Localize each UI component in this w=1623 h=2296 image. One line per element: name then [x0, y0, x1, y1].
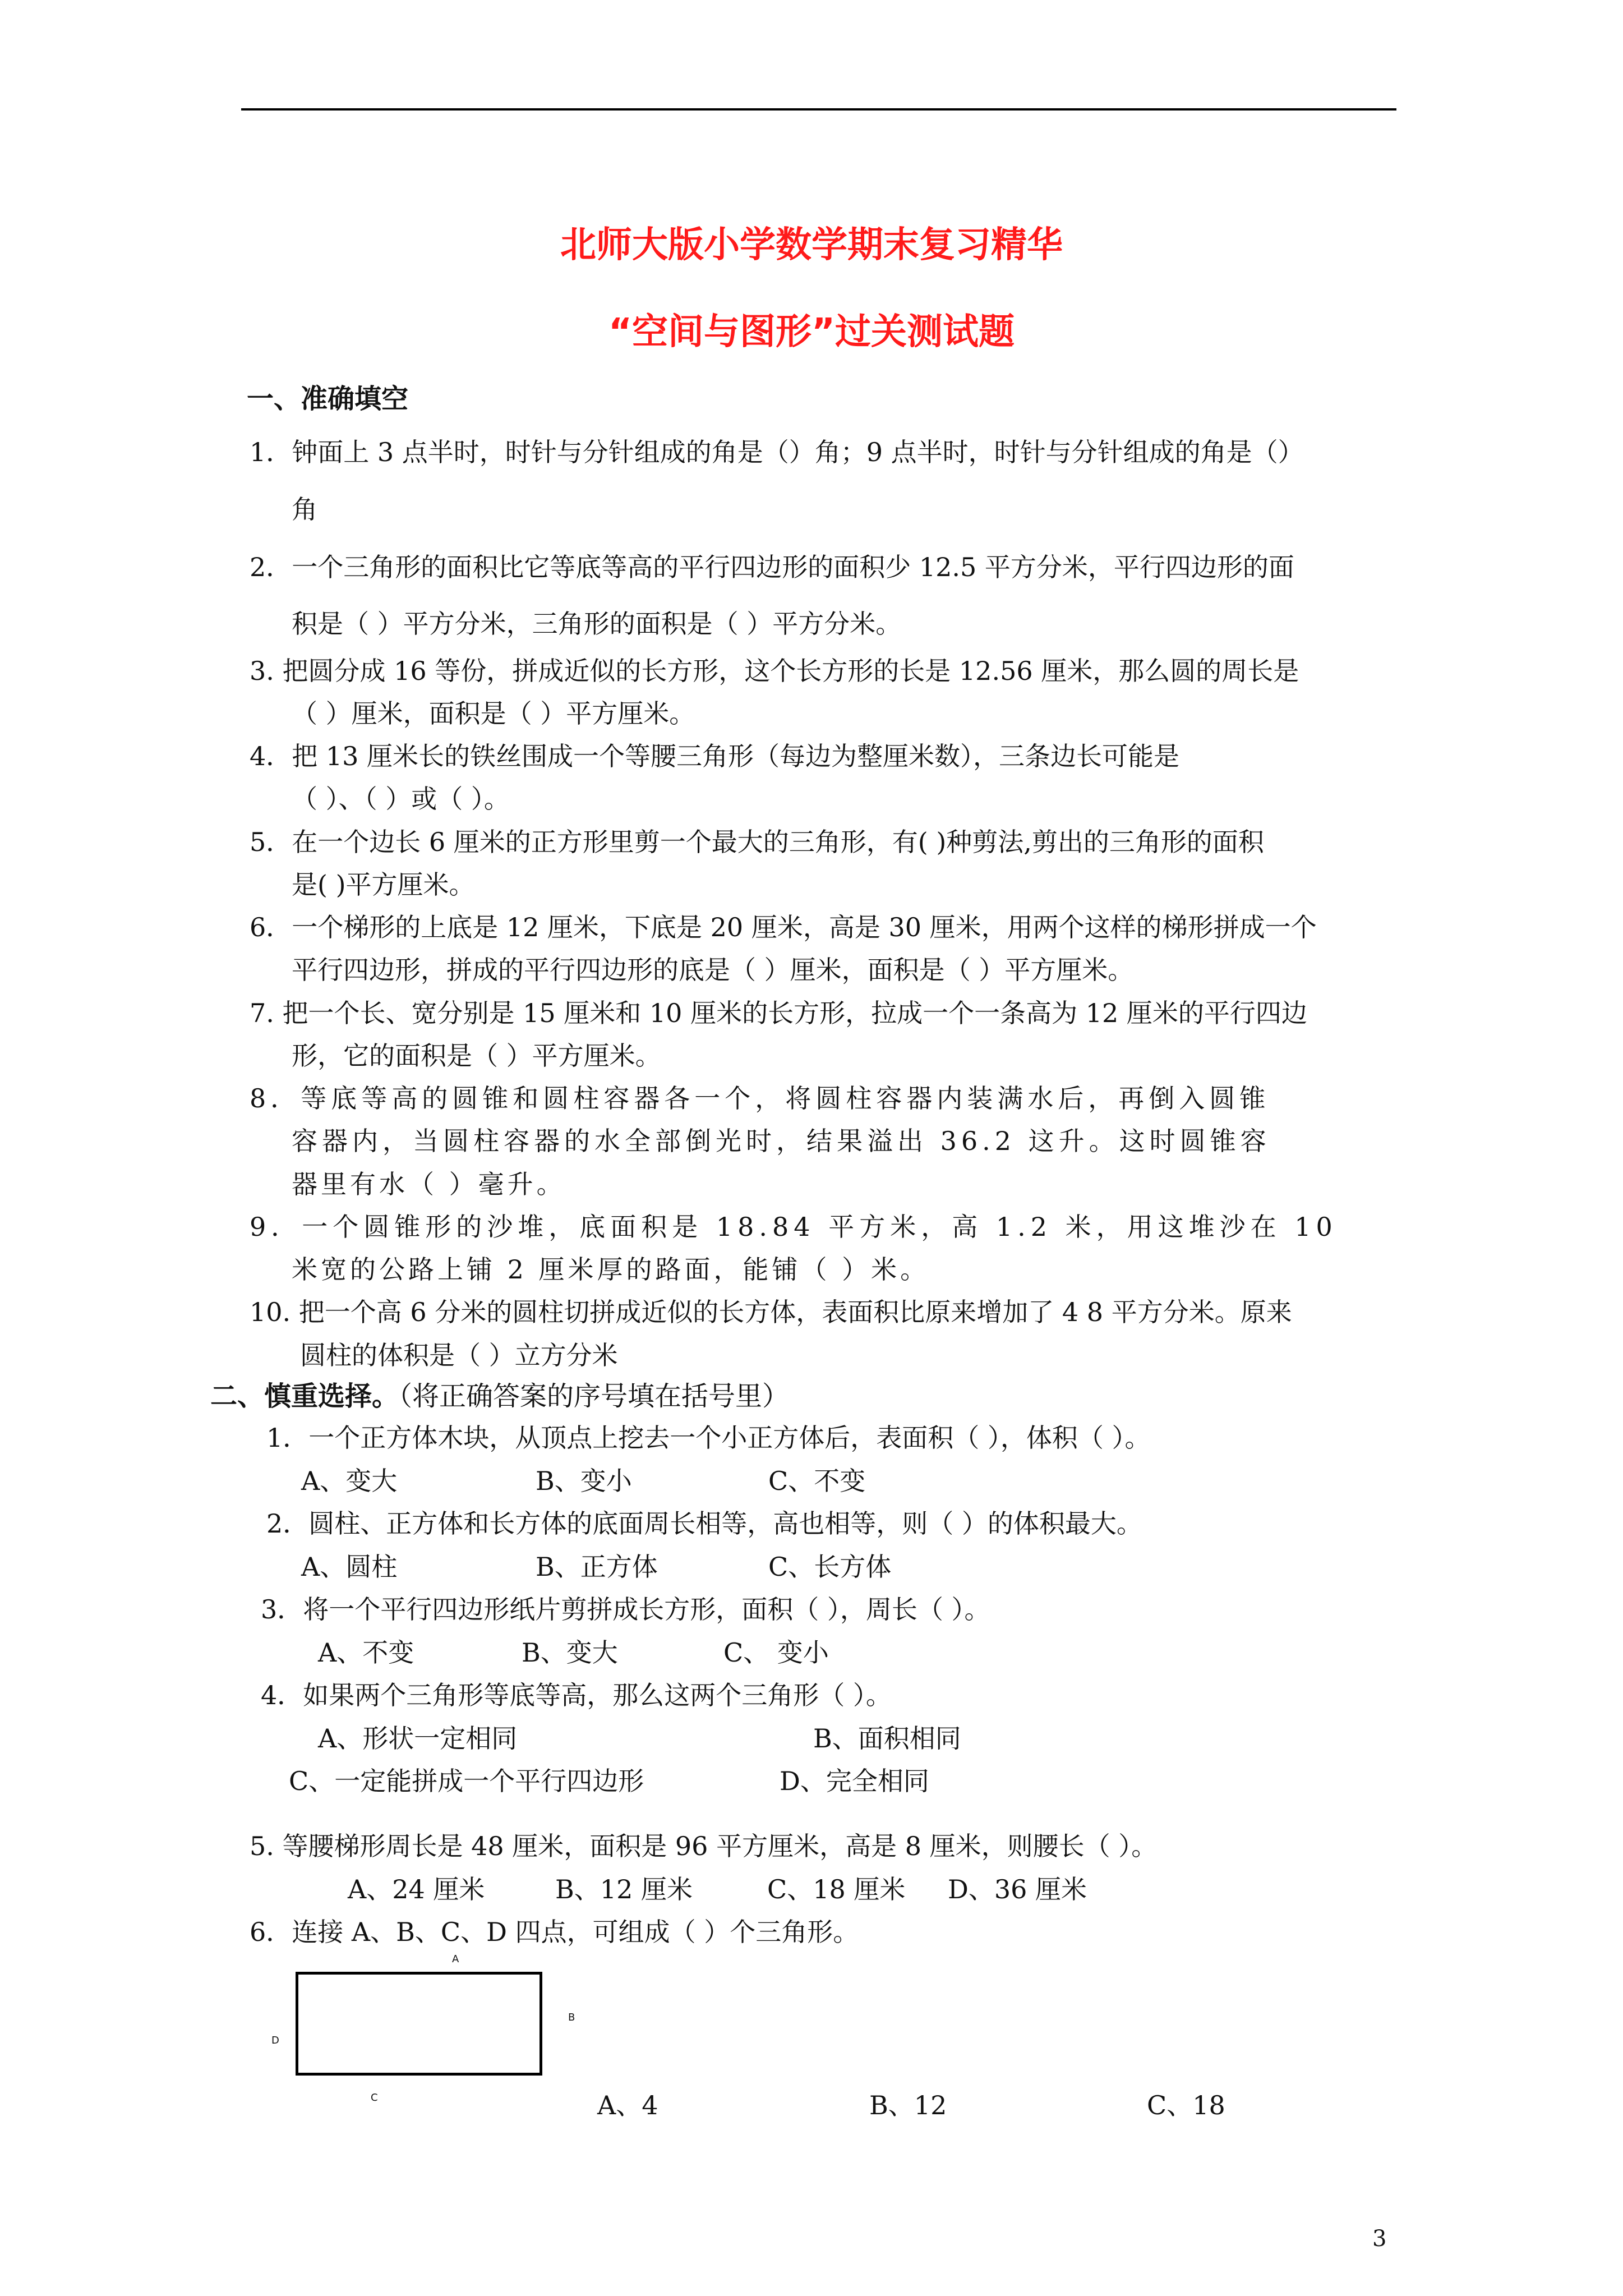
section-heading-choice [210, 1374, 789, 1413]
choice-question-5: 5. 等腰梯形周长是 48 厘米，面积是 96 平方厘米，高是 8 厘米，则腰长（ ）。 [250, 1831, 1158, 1861]
figure-label-a: A [452, 1953, 459, 1965]
page-number: 3 [1372, 2226, 1387, 2252]
choice-question-1: 1．一个正方体木块，从顶点上挖去一个小正方体后，表面积（ ），体积（ ）。 [266, 1423, 1151, 1453]
figure-label-c: C [371, 2092, 378, 2104]
header-rule [241, 108, 1396, 111]
choice-option: C、不变 [768, 1466, 866, 1496]
question-line: 圆柱的体积是（ ）立方分米 [300, 1340, 618, 1370]
choice-option: B、12 [869, 2090, 947, 2120]
question-line: 5．在一个边长 6 厘米的正方形里剪一个最大的三角形，有( )种剪法,剪出的三角形的面积 [250, 827, 1264, 857]
question-line: 是( )平方厘米。 [292, 869, 475, 900]
choice-question-3: 3．将一个平行四边形纸片剪拼成长方形，面积（ ），周长（ ）。 [261, 1594, 990, 1625]
section-heading-label: 二、慎重选择。 [210, 1381, 399, 1412]
question-line: 平行四边形，拼成的平行四边形的底是（ ）厘米，面积是（ ）平方厘米。 [292, 955, 1134, 985]
question-line: 10. 把一个高 6 分米的圆柱切拼成近似的长方体，表面积比原来增加了 4 8 平方分米。原来 [250, 1297, 1292, 1327]
section-heading-note: （将正确答案的序号填在括号里） [399, 1381, 790, 1412]
question-line: 1．钟面上 3 点半时，时针与分针组成的角是（）角；9 点半时，时针与分针组成的角是（） [250, 437, 1304, 467]
rectangle-figure [296, 1972, 542, 2076]
section-heading-fill-blank: 一、准确填空 [247, 383, 409, 415]
choice-option: A、4 [597, 2090, 658, 2120]
choice-option: D、36 厘米 [948, 1874, 1087, 1904]
choice-option: A、形状一定相同 [318, 1723, 518, 1754]
choice-option: A、不变 [318, 1637, 414, 1668]
choice-question-6: 6．连接 A、B、C、D 四点，可组成（ ）个三角形。 [250, 1917, 859, 1947]
question-line: （ ）、（ ）或（ ）。 [292, 784, 510, 814]
choice-question-4: 4．如果两个三角形等底等高，那么这两个三角形（ ）。 [261, 1680, 892, 1710]
choice-option: D、完全相同 [780, 1766, 929, 1796]
question-line: 4．把 13 厘米长的铁丝围成一个等腰三角形（每边为整厘米数），三条边长可能是 [250, 741, 1180, 771]
choice-option: B、变大 [522, 1637, 618, 1668]
choice-option: A、24 厘米 [348, 1874, 485, 1904]
question-line: 6．一个梯形的上底是 12 厘米，下底是 20 厘米，高是 30 厘米，用两个这样的梯形拼成一个 [250, 912, 1317, 942]
page-title: 北师大版小学数学期末复习精华 [560, 224, 1063, 266]
question-line: 9．一个圆锥形的沙堆，底面积是 18.84 平方米，高 1.2 米，用这堆沙在 10 [250, 1212, 1338, 1242]
choice-option: C、一定能拼成一个平行四边形 [289, 1766, 644, 1796]
choice-question-2: 2．圆柱、正方体和长方体的底面周长相等，高也相等，则（ ）的体积最大。 [266, 1508, 1142, 1539]
choice-option: B、变小 [536, 1466, 632, 1496]
choice-option: A、圆柱 [301, 1552, 398, 1582]
question-line: 容器内，当圆柱容器的水全部倒光时，结果溢出 36.2 这升。这时圆锥容 [292, 1126, 1271, 1156]
choice-option: B、正方体 [536, 1552, 658, 1582]
figure-label-b: B [568, 2012, 575, 2023]
choice-option: C、18 [1147, 2090, 1225, 2120]
choice-option: C、 变小 [723, 1637, 829, 1668]
choice-option: C、18 厘米 [767, 1874, 906, 1904]
question-line: 积是（ ）平方分米，三角形的面积是（ ）平方分米。 [292, 609, 902, 639]
question-line: 3. 把圆分成 16 等份，拼成近似的长方形，这个长方形的长是 12.56 厘米，那么圆的周长是 [250, 656, 1299, 686]
question-line: 米宽的公路上铺 2 厘米厚的路面，能铺（ ）米。 [292, 1254, 930, 1285]
choice-option: B、12 厘米 [555, 1874, 693, 1904]
choice-option: A、变大 [301, 1466, 398, 1496]
question-line: 2．一个三角形的面积比它等底等高的平行四边形的面积少 12.5 平方分米，平行四边形的面 [250, 552, 1294, 582]
question-line: 形，它的面积是（ ）平方厘米。 [292, 1041, 661, 1071]
choice-option: B、面积相同 [813, 1723, 961, 1754]
question-line: （ ）厘米，面积是（ ）平方厘米。 [292, 698, 695, 729]
choice-option: C、长方体 [768, 1552, 892, 1582]
figure-label-d: D [271, 2035, 279, 2046]
question-line: 7. 把一个长、宽分别是 15 厘米和 10 厘米的长方形，拉成一个一条高为 12 厘米的平行四边 [250, 998, 1307, 1028]
page-subtitle: “空间与图形”过关测试题 [608, 311, 1015, 353]
question-line: 器里有水（ ）毫升。 [292, 1169, 566, 1199]
question-line: 角 [292, 494, 317, 524]
question-line: 8．等底等高的圆锥和圆柱容器各一个，将圆柱容器内装满水后，再倒入圆锥 [250, 1083, 1270, 1114]
